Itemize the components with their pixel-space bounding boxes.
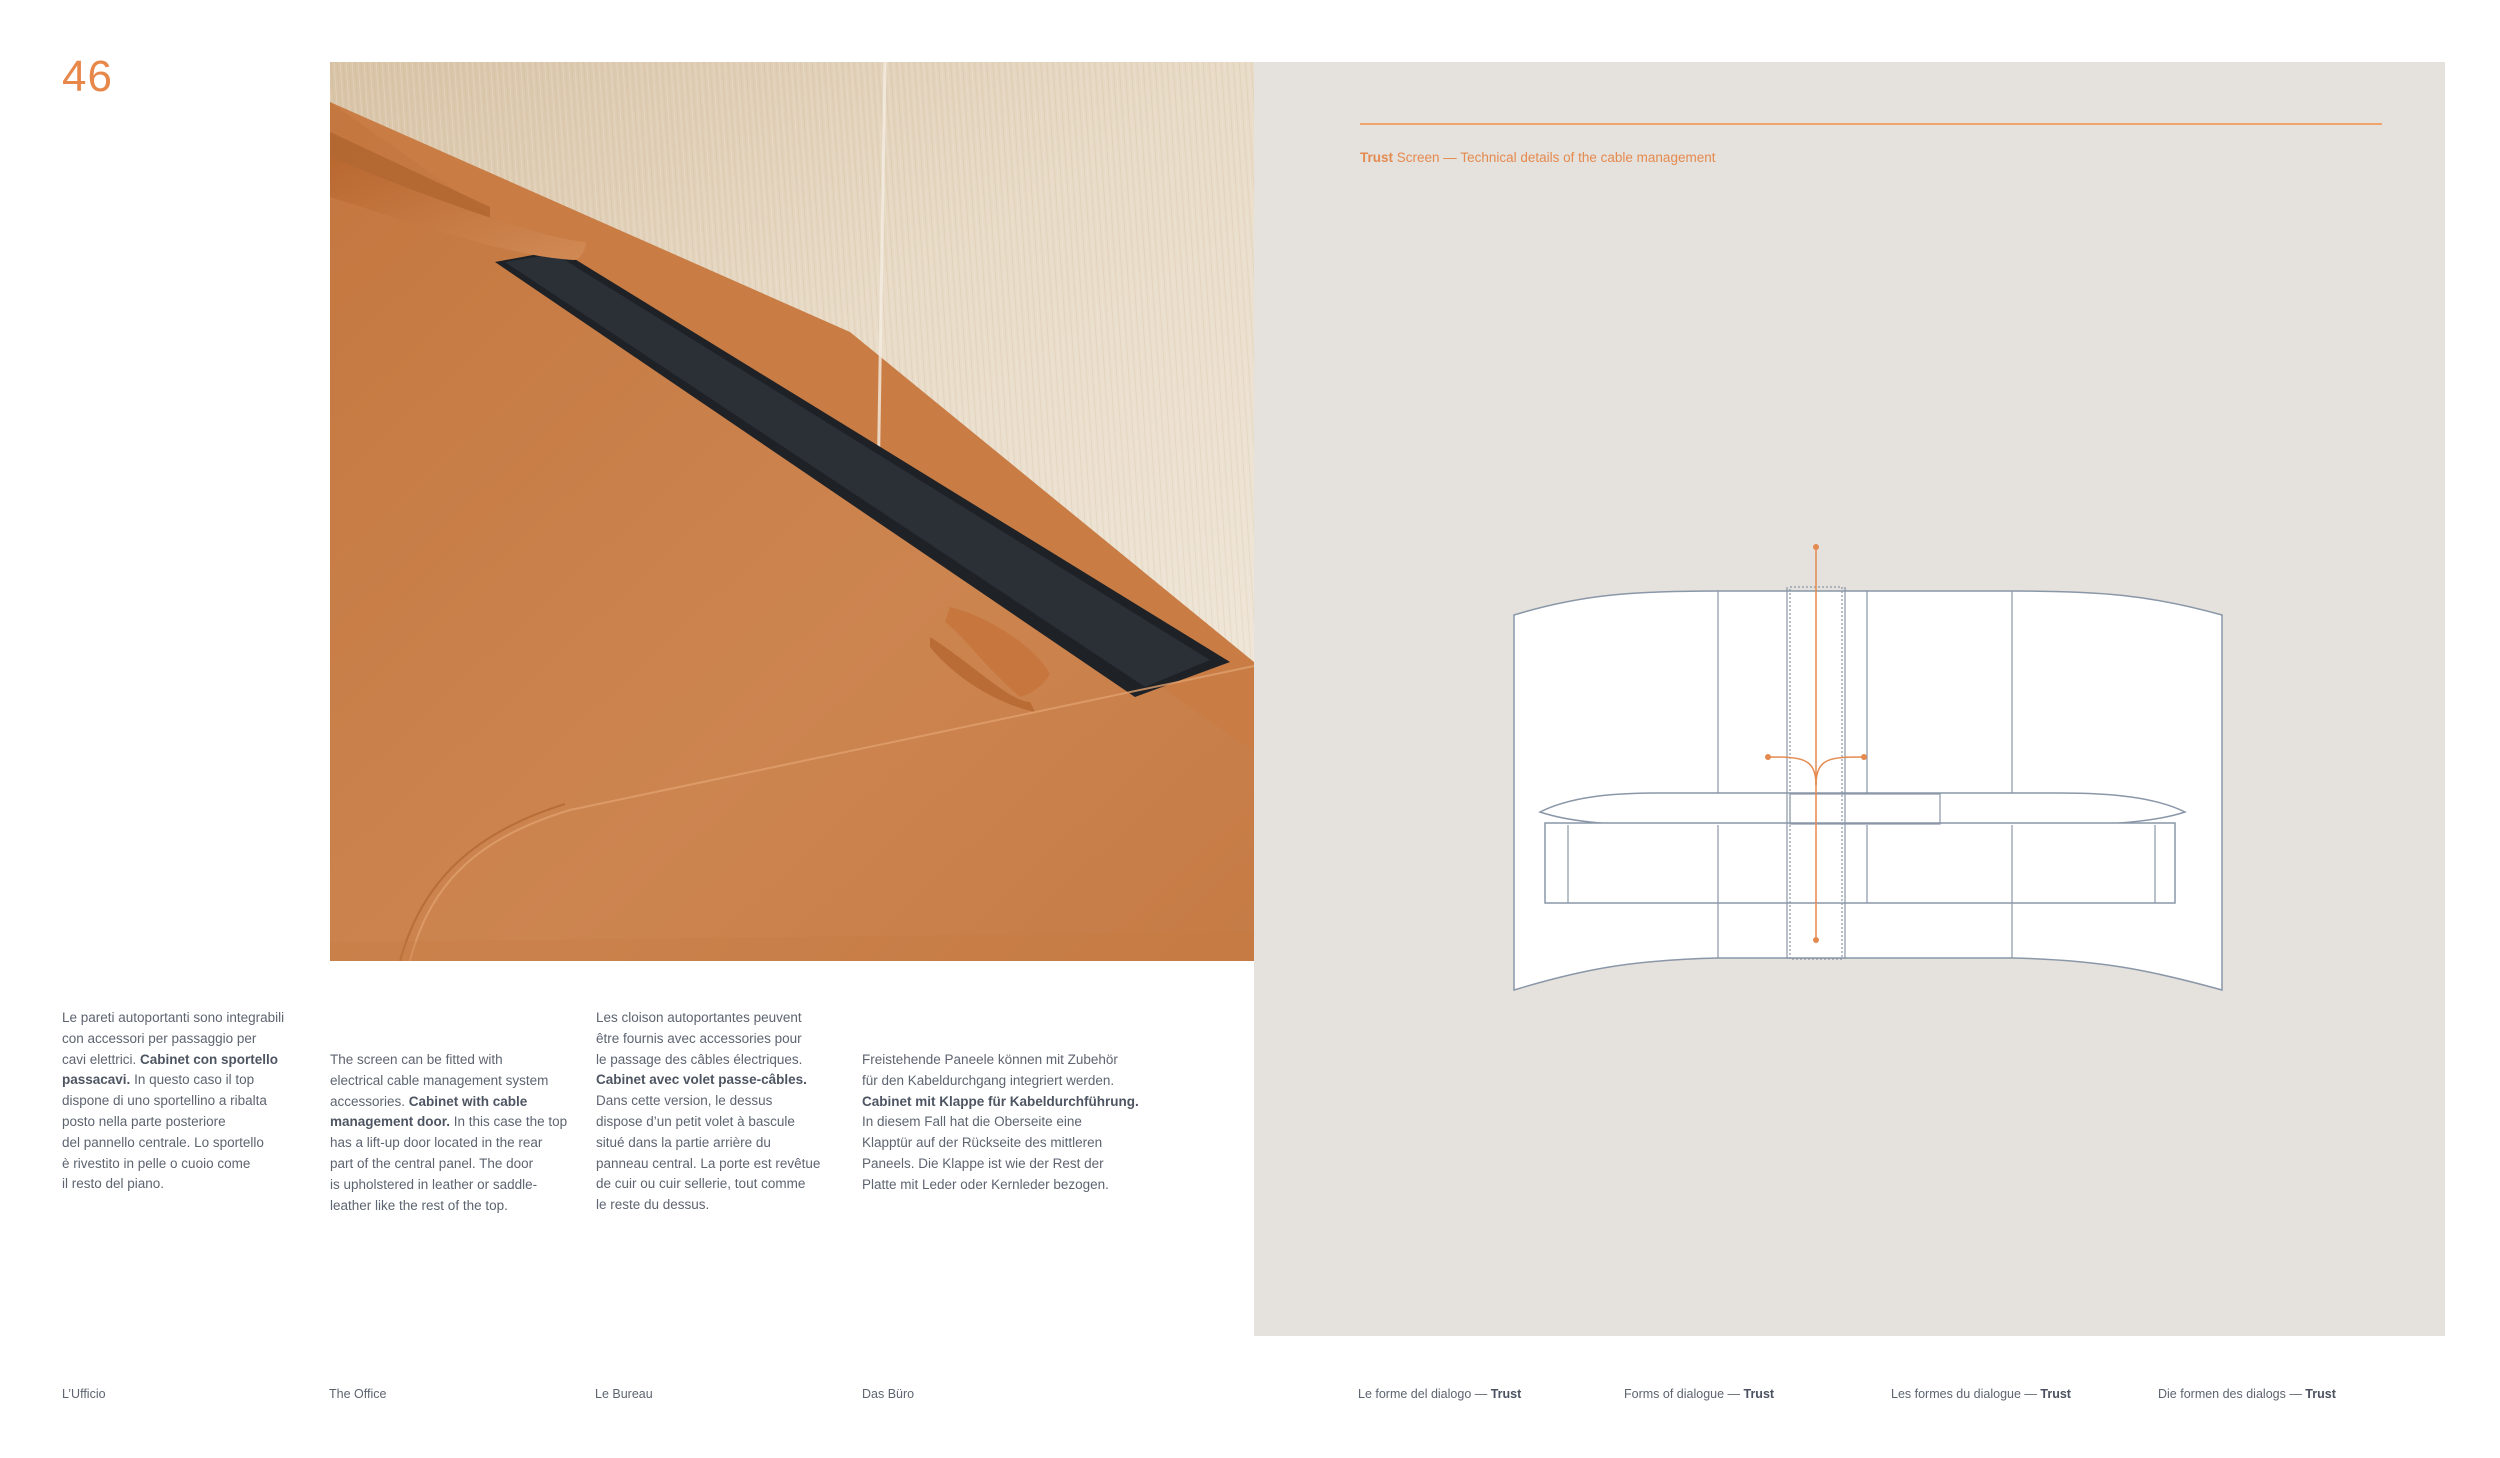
line: con accessori per passaggio per — [62, 1030, 257, 1046]
text-column-french — [596, 1008, 866, 1216]
line: posto nella parte posteriore — [62, 1113, 226, 1129]
footer-chapter-fr: Les formes du dialogue — Trust — [1891, 1387, 2071, 1401]
line: Cabinet mit Klappe für Kabeldurchführung. — [862, 1093, 1139, 1109]
footer-section-en: The Office — [329, 1387, 387, 1401]
line: Cabinet avec volet passe-câbles. — [596, 1072, 807, 1088]
line: Freistehende Paneele können mit Zubehör — [862, 1052, 1118, 1067]
line: Le pareti autoportanti sono integrabili — [62, 1010, 285, 1025]
diagram-caption — [1360, 150, 1715, 165]
header-rule — [1360, 123, 2382, 125]
line: has a lift-up door located in the rear — [330, 1135, 543, 1151]
caption-brand: Trust — [1360, 150, 1394, 165]
line: accessories. Cabinet with cable — [330, 1093, 528, 1109]
line: dispone di uno sportellino a ribalta — [62, 1093, 267, 1109]
line: The screen can be fitted with — [330, 1052, 503, 1067]
line: für den Kabeldurchgang integriert werden. — [862, 1072, 1115, 1088]
line: être fournis avec accessories pour — [596, 1030, 802, 1046]
caption-text: Screen — Technical details of the cable management — [1396, 150, 1716, 165]
text-column-italian — [62, 1008, 332, 1195]
line: electrical cable management system — [330, 1072, 549, 1088]
line: is upholstered in leather or saddle- — [330, 1176, 538, 1192]
line: le reste du dessus. — [596, 1197, 710, 1213]
line: le passage des câbles électriques. — [596, 1051, 803, 1067]
line: de cuir ou cuir sellerie, tout comme — [596, 1176, 806, 1192]
line: management door. In this case the top — [330, 1114, 568, 1130]
line: passacavi. In questo caso il top — [62, 1072, 255, 1088]
footer-section-de: Das Büro — [862, 1387, 915, 1401]
footer-chapter-it: Le forme del dialogo — Trust — [1358, 1387, 1522, 1401]
line: In diesem Fall hat die Oberseite eine — [862, 1114, 1082, 1130]
line: Platte mit Leder oder Kernleder bezogen. — [862, 1176, 1109, 1192]
footer-section-it: L’Ufficio — [62, 1387, 106, 1401]
line: Dans cette version, le dessus — [596, 1093, 773, 1109]
line: situé dans la partie arrière du — [596, 1134, 771, 1150]
footer-section-fr: Le Bureau — [595, 1387, 653, 1401]
footer-chapter-de: Die formen des dialogs — Trust — [2158, 1387, 2336, 1401]
text-column-german — [862, 1050, 1192, 1196]
line: del pannello centrale. Lo sportello — [62, 1134, 264, 1150]
line: è rivestito in pelle o cuoio come — [62, 1155, 251, 1171]
text-column-english — [330, 1050, 600, 1216]
line: leather like the rest of the top. — [330, 1197, 508, 1213]
line: Klapptür auf der Rückseite des mittleren — [862, 1135, 1103, 1151]
line: cavi elettrici. Cabinet con sportello — [62, 1051, 279, 1067]
page-number: 46 — [62, 52, 113, 101]
cable-management-diagram — [1500, 535, 2230, 1005]
footer-chapter-en: Forms of dialogue — Trust — [1624, 1387, 1775, 1401]
product-photo — [330, 62, 1254, 961]
line: il resto del piano. — [62, 1176, 165, 1192]
line: part of the central panel. The door — [330, 1155, 534, 1171]
line: Paneels. Die Klappe ist wie der Rest der — [862, 1155, 1104, 1171]
line: panneau central. La porte est revêtue — [596, 1155, 821, 1171]
line: dispose d’un petit volet à bascule — [596, 1113, 795, 1129]
line: Les cloison autoportantes peuvent — [596, 1010, 802, 1025]
